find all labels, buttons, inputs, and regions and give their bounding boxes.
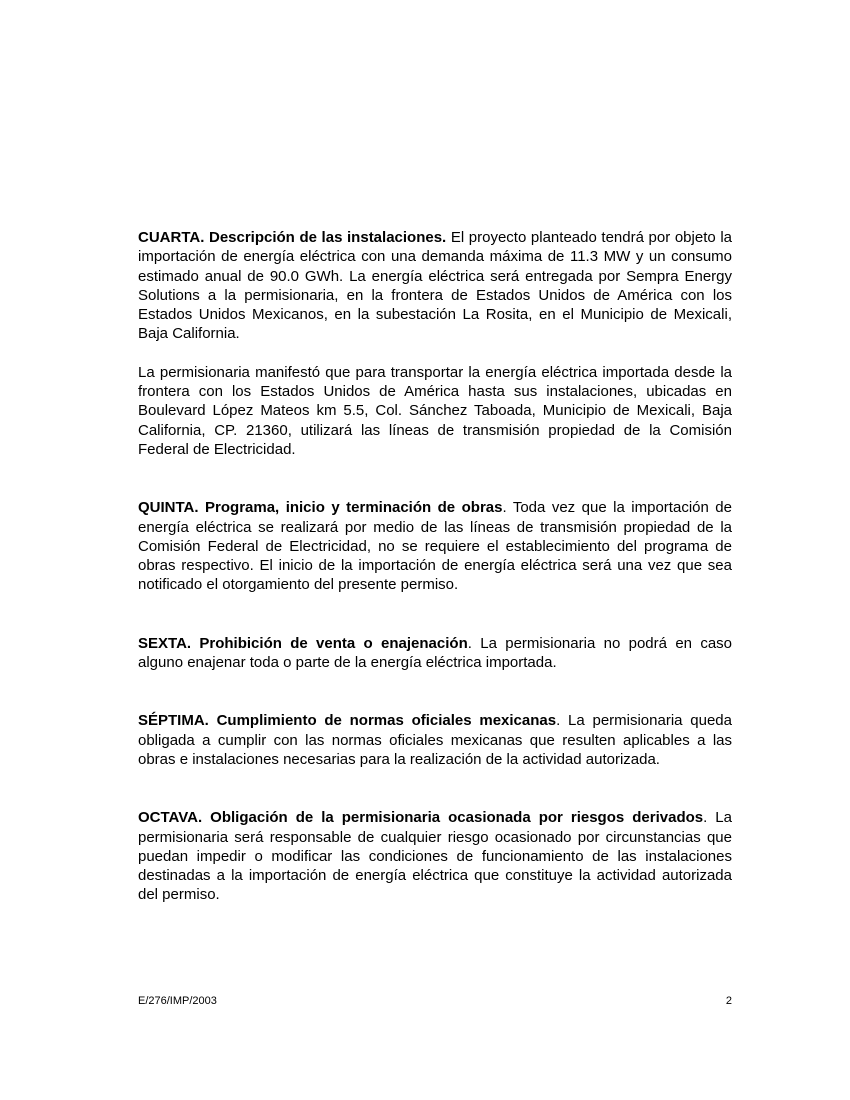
clause-text: . La permisionaria será responsable de cualquier riesgo ocasionado por circunstancias que puedan impedir o modificar las condiciones de funcionamiento de las instalaciones destinadas a la importación de energía eléctrica que constituye la actividad autorizada del permiso.: [138, 809, 732, 904]
clause-title: OCTAVA. Obligación de la permisionaria ocasionada por riesgos derivados: [138, 809, 704, 827]
clause-sexta: [138, 634, 732, 673]
paragraph-spacer: [138, 769, 732, 808]
paragraph-spacer: [138, 672, 732, 711]
clause-text: El proyecto planteado tendrá por objeto la importación de energía eléctrica con una demanda máxima de 11.3 MW y un consumo estimado anual de 90.0 GWh. La energía eléctrica será entregada por Sempra Energy Solutions a la permisionaria, en la frontera de Estados Unidos de América con los Estados Unidos Mexicanos, en la subestación La Rosita, en el Municipio de Mexicali, Baja California.: [138, 229, 732, 343]
clause-cuarta-continuation: La permisionaria manifestó que para transportar la energía eléctrica importada desde la frontera con los Estados Unidos de América hasta sus instalaciones, ubicadas en Boulevard López Mateos km 5.5, Col. Sánchez Taboada, Municipio de Mexicali, Baja California, CP. 21360, utilizará las líneas de transmisión propiedad de la Comisión Federal de Electricidad.: [138, 363, 732, 458]
clause-title: QUINTA. Programa, inicio y terminación de obras: [138, 499, 503, 517]
clause-text: . La permisionaria queda obligada a cumplir con las normas oficiales mexicanas que resulten aplicables a las obras e instalaciones necesarias para la realización de la actividad autorizada.: [138, 712, 732, 768]
clause-octava: [138, 808, 732, 904]
paragraph-spacer: [138, 459, 732, 498]
clause-text: . La permisionaria no podrá en caso alguno enajenar toda o parte de la energía eléctrica importada.: [138, 634, 733, 672]
clause-text: . Toda vez que la importación de energía eléctrica se realizará por medio de las líneas de transmisión propiedad de la Comisión Federal de Electricidad, no se requiere el establecimiento del programa de obras respectivo. El inicio de la importación de energía eléctrica será una vez que sea notificado el otorgamiento del presente permiso.: [138, 499, 732, 594]
document-reference: E/276/IMP/2003: [138, 995, 217, 1007]
clause-septima: [138, 711, 732, 769]
clause-cuarta: [138, 228, 732, 344]
page-number: 2: [725, 995, 732, 1007]
clause-title: SÉPTIMA. Cumplimiento de normas oficiales mexicanas: [138, 712, 557, 730]
clause-quinta: [138, 498, 732, 594]
document-body: [138, 228, 732, 905]
paragraph-spacer: [138, 595, 732, 634]
clause-title: CUARTA. Descripción de las instalaciones.: [138, 229, 447, 246]
clause-title: SEXTA. Prohibición de venta o enajenación: [138, 634, 468, 652]
paragraph-spacer: [138, 344, 732, 363]
